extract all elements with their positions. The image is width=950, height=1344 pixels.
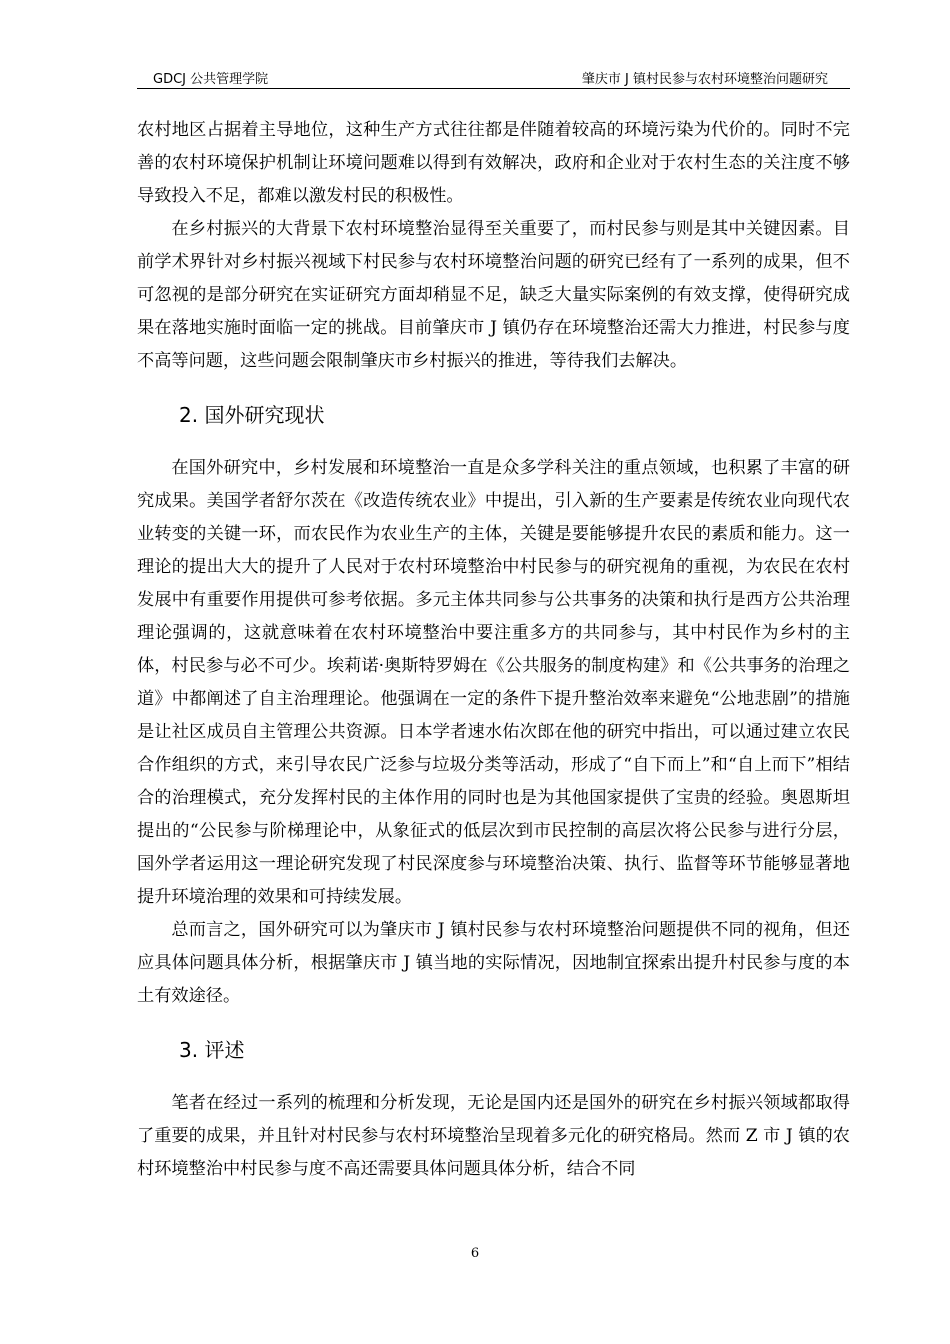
header-thesis-title: 肇庆市 J 镇村民参与农村环境整治问题研究 [581,72,828,87]
page-header [137,62,850,89]
header-school: GDCJ 公共管理学院 [153,72,269,87]
paragraph-2: 在乡村振兴的大背景下农村环境整治显得至关重要了，而村民参与则是其中关键因素。目前学术界针对乡村振兴视域下村民参与农村环境整治问题的研究已经有了一系列的成果，但不可忽视的是部分研究在实证研究方面却稍显不足，缺乏大量实际案例的有效支撑，使得研究成果在落地实施时面临一定的挑战。目前肇庆市 J 镇仍存在环境整治还需大力推进，村民参与度不高等问题，这些问题会限制肇庆市乡村振兴的推进，等待我们去解决。 [137,219,850,371]
page-body [137,114,850,1186]
page-number: 6 [470,1246,480,1261]
paragraph-1: 农村地区占据着主导地位，这种生产方式往往都是伴随着较高的环境污染为代价的。同时不完善的农村环境保护机制让环境问题难以得到有效解决，政府和企业对于农村生态的关注度不够导致投入不足，都难以激发村民的积极性。 [137,120,850,206]
paragraph-3: 在国外研究中，乡村发展和环境整治一直是众多学科关注的重点领域，也积累了丰富的研究成果。美国学者舒尔茨在《改造传统农业》中提出，引入新的生产要素是传统农业向现代农业转变的关键一环，而农民作为农业生产的主体，关键是要能够提升农民的素质和能力。这一理论的提出大大的提升了人民对于农村环境整治中村民参与的研究视角的重视，为农民在农村发展中有重要作用提供可参考依据。多元主体共同参与公共事务的决策和执行是西方公共治理理论强调的，这就意味着在农村环境整治中要注重多方的共同参与，其中村民作为乡村的主体，村民参与必不可少。埃莉诺·奥斯特罗姆在《公共服务的制度构建》和《公共事务的治理之道》中都阐述了自主治理理论。他强调在一定的条件下提升整治效率来避免“公地悲剧”的措施是让社区成员自主管理公共资源。日本学者速水佑次郎在他的研究中指出，可以通过建立农民合作组织的方式，来引导农民广泛参与垃圾分类等活动，形成了“自下而上”和“自上而下”相结合的治理模式，充分发挥村民的主体作用的同时也是为其他国家提供了宝贵的经验。奥恩斯坦提出的“公民参与阶梯理论中，从象征式的低层次到市民控制的高层次将公民参与进行分层，国外学者运用这一理论研究发现了村民深度参与环境整治决策、执行、监督等环节能够显著地提升环境治理的效果和可持续发展。 [137,458,850,907]
section-heading-review: 3. 评述 [179,1038,245,1062]
section-heading-foreign-research: 2. 国外研究现状 [179,403,325,427]
paragraph-4: 总而言之，国外研究可以为肇庆市 J 镇村民参与农村环境整治问题提供不同的视角，但还应具体问题具体分析，根据肇庆市 J 镇当地的实际情况，因地制宜探索出提升村民参与度的本土有效途径。 [137,920,850,1006]
paragraph-5: 笔者在经过一系列的梳理和分析发现，无论是国内还是国外的研究在乡村振兴领域都取得了重要的成果，并且针对村民参与农村环境整治呈现着多元化的研究格局。然而 Z 市 J 镇的农村环境整治中村民参与度不高还需要具体问题具体分析，结合不同 [137,1093,850,1179]
